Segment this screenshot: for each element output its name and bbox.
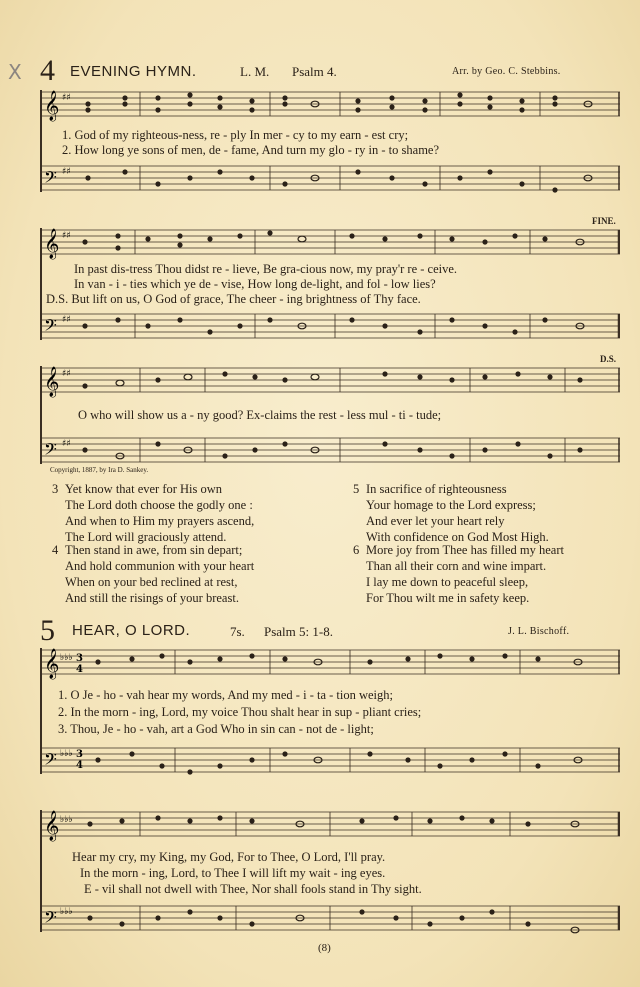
hymn-5-sys2-lyric-3: E - vil shall not dwell with Thee, Nor shall fools stand in Thy sight. bbox=[84, 882, 422, 896]
verse-line: When on your bed reclined at rest, bbox=[65, 575, 238, 589]
verse-line: And ever let your heart rely bbox=[366, 514, 505, 528]
svg-text:♯♯: ♯♯ bbox=[62, 93, 71, 103]
copyright-notice: Copyright, 1887, by Ira D. Sankey. bbox=[50, 466, 149, 474]
hymn-5-sys1-lyric-2: 2. In the morn - ing, Lord, my voice Thou shalt hear in sup - pliant cries; bbox=[58, 705, 422, 719]
hymn-4-verse-3 bbox=[52, 481, 254, 545]
hymn-4-sys1-lyric-1: 1. God of my righteous-ness, re - ply In mer - cy to my earn - est cry; bbox=[62, 128, 409, 142]
hymn-5-meter: 7s. bbox=[230, 624, 245, 639]
hymn-5-sys1-lyric-1: 1. O Je - ho - vah hear my words, And my med - i - ta - tion weigh; bbox=[58, 688, 394, 702]
svg-text:♯♯: ♯♯ bbox=[62, 315, 71, 325]
verse-line: Yet know that ever for His own bbox=[65, 482, 223, 496]
hymn-4-sys2-lyric-1: In past dis-tress Thou didst re - lieve, Be gra-cious now, my pray'r re - ceive. bbox=[74, 262, 458, 276]
svg-text:𝄢: 𝄢 bbox=[44, 749, 57, 773]
svg-text:𝄢: 𝄢 bbox=[44, 907, 57, 931]
verse-line: The Lord doth choose the godly one : bbox=[65, 498, 253, 512]
hymn-4-meter: L. M. bbox=[240, 64, 270, 79]
svg-text:♯♯: ♯♯ bbox=[62, 231, 71, 241]
svg-text:𝄢: 𝄢 bbox=[44, 315, 57, 339]
verse-number: 6 bbox=[353, 543, 360, 557]
hymn-4-sys2-lyric-2: In van - i - ties which ye de - vise, How long de-light, and fol - low lies? bbox=[74, 277, 436, 291]
svg-text:♯♯: ♯♯ bbox=[62, 369, 71, 379]
svg-text:3: 3 bbox=[76, 749, 83, 760]
verse-line: And when to Him my prayers ascend, bbox=[65, 514, 255, 528]
svg-text:4: 4 bbox=[76, 664, 83, 675]
hymn-5-title: HEAR, O LORD. bbox=[72, 622, 191, 639]
svg-text:♭♭♭: ♭♭♭ bbox=[60, 653, 73, 663]
verse-number: 3 bbox=[52, 482, 59, 496]
hymn-5-sys2-lyric-2: In the morn - ing, Lord, to Thee I will lift my wait - ing eyes. bbox=[80, 866, 386, 880]
verse-line: The Lord will graciously attend. bbox=[65, 530, 227, 544]
hymn-4-sys3-lyric-1: O who will show us a - ny good? Ex-claims the rest - less mul - ti - tude; bbox=[78, 408, 442, 422]
hymn-5-sys2-lyric-1: Hear my cry, my King, my God, For to Thee, O Lord, I'll pray. bbox=[72, 850, 386, 864]
svg-text:𝄞: 𝄞 bbox=[44, 811, 60, 841]
hymn-4-sys2-lyric-ds: D.S. But lift on us, O God of grace, The cheer - ing brightness of Thy face. bbox=[46, 292, 421, 306]
svg-text:𝄞: 𝄞 bbox=[44, 367, 60, 397]
svg-text:𝄢: 𝄢 bbox=[44, 167, 57, 191]
hymn-4-verse-6 bbox=[353, 542, 564, 606]
svg-text:♯♯: ♯♯ bbox=[62, 439, 71, 449]
svg-text:♭♭♭: ♭♭♭ bbox=[60, 907, 73, 917]
verse-line: With confidence on God Most High. bbox=[366, 530, 549, 544]
ds-marking: D.S. bbox=[600, 354, 617, 364]
hymn-4-sys1-lyric-2: 2. How long ye sons of men, de - fame, And turn my glo - ry in - to shame? bbox=[62, 143, 440, 157]
page-number: (8) bbox=[318, 942, 331, 954]
verse-line: And still the risings of your breast. bbox=[65, 591, 239, 605]
hymn-4-arranger: Arr. by Geo. C. Stebbins. bbox=[452, 66, 561, 77]
verse-line: More joy from Thee has filled my heart bbox=[366, 543, 564, 557]
hymn-5-psalm: Psalm 5: 1-8. bbox=[264, 624, 333, 639]
svg-text:♭♭♭: ♭♭♭ bbox=[60, 749, 73, 759]
hymn-5-sys1-lyric-3: 3. Thou, Je - ho - vah, art a God Who in sin can - not de - light; bbox=[58, 722, 374, 736]
verse-line: For Thou wilt me in safety keep. bbox=[366, 591, 530, 605]
verse-line: Then stand in awe, from sin depart; bbox=[65, 543, 243, 557]
svg-text:3: 3 bbox=[76, 653, 83, 664]
verse-number: 4 bbox=[52, 543, 59, 557]
fine-marking: FINE. bbox=[592, 216, 616, 226]
hymn-4-verse-5 bbox=[353, 481, 549, 545]
hymn-number-5: 5 bbox=[40, 614, 55, 647]
svg-text:♭♭♭: ♭♭♭ bbox=[60, 815, 73, 825]
svg-text:♯♯: ♯♯ bbox=[62, 167, 71, 177]
svg-text:𝄞: 𝄞 bbox=[44, 91, 60, 121]
verse-line: Than all their corn and wine impart. bbox=[366, 559, 547, 573]
hymn-4-verse-4 bbox=[52, 542, 254, 606]
verse-line: And hold communion with your heart bbox=[65, 559, 255, 573]
hymn-5-composer: J. L. Bischoff. bbox=[508, 626, 570, 637]
verse-line: I lay me down to peaceful sleep, bbox=[366, 575, 529, 589]
svg-text:𝄢: 𝄢 bbox=[44, 439, 57, 463]
hymn-number-4: 4 bbox=[40, 54, 55, 87]
svg-text:𝄞: 𝄞 bbox=[44, 229, 60, 259]
svg-text:4: 4 bbox=[76, 760, 83, 771]
hymn-4-psalm: Psalm 4. bbox=[292, 64, 337, 79]
margin-pencil-mark: X bbox=[8, 60, 22, 84]
verse-line: Your homage to the Lord express; bbox=[366, 498, 536, 512]
verse-number: 5 bbox=[353, 482, 360, 496]
verse-line: In sacrifice of righteousness bbox=[366, 482, 507, 496]
svg-text:𝄞: 𝄞 bbox=[44, 649, 60, 679]
hymn-4-title: EVENING HYMN. bbox=[70, 63, 197, 80]
